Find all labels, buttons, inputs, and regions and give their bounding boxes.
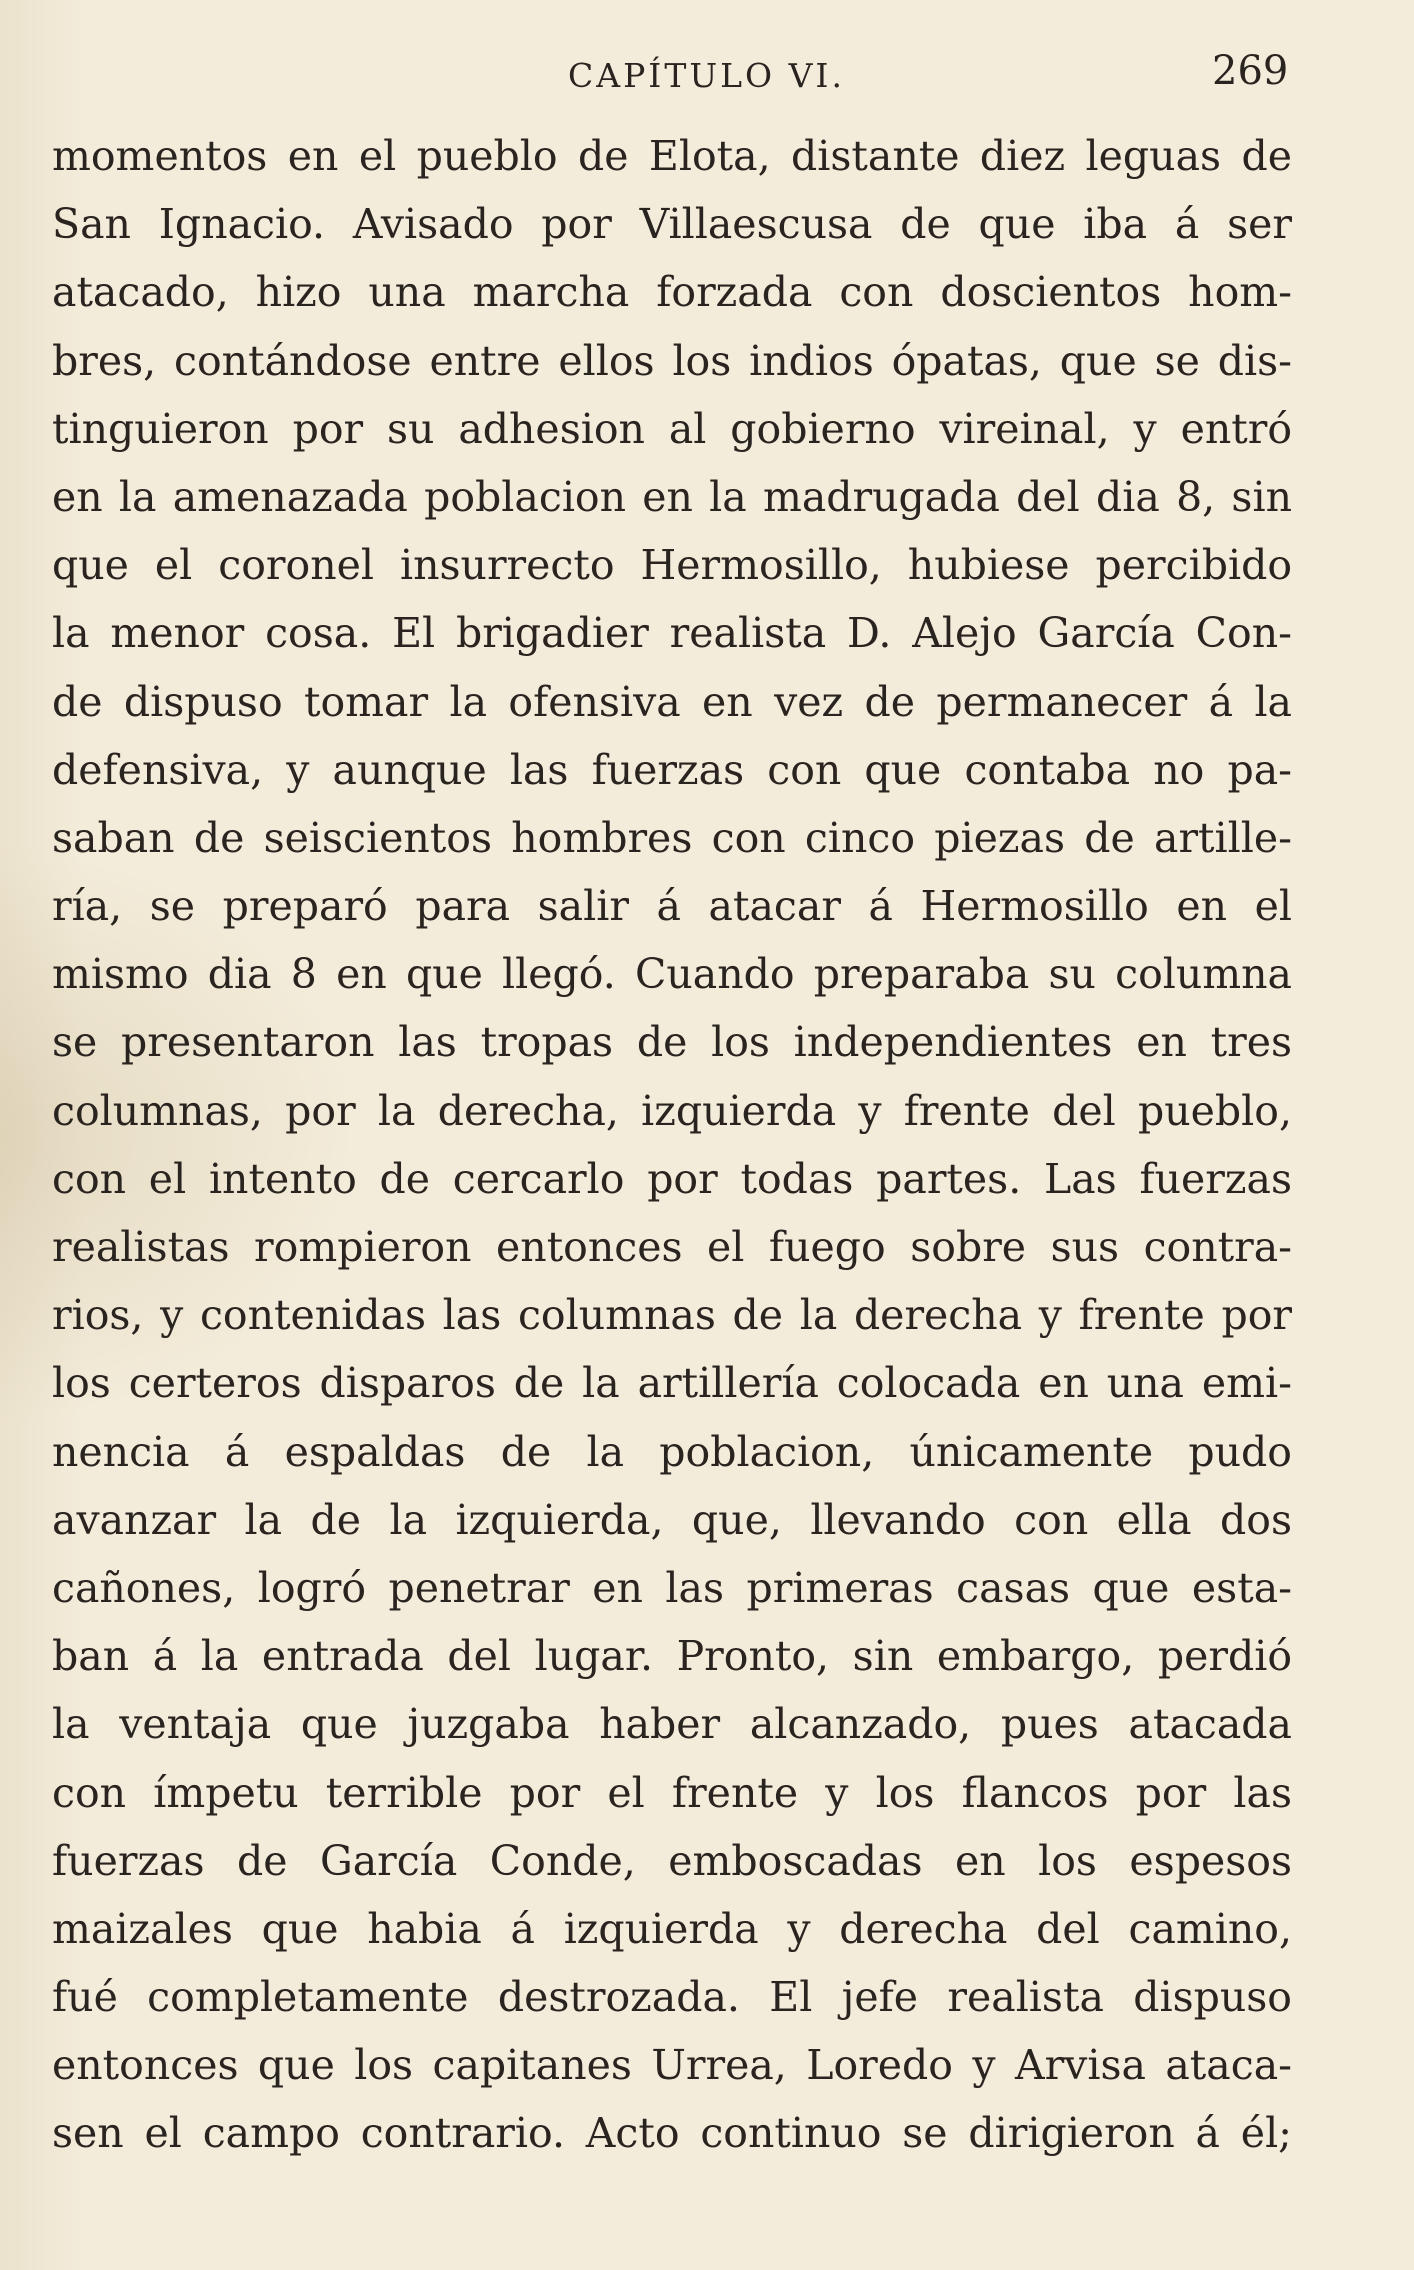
text-line: ban á la entrada del lugar. Pronto, sin embargo, perdió — [52, 1632, 1292, 1681]
text-line: tinguieron por su adhesion al gobierno vireinal, y entró — [52, 404, 1292, 453]
text-line: fué completamente destrozada. El jefe realista dispuso — [52, 1973, 1292, 2022]
text-line: la ventaja que juzgaba haber alcanzado, pues atacada — [52, 1700, 1292, 1749]
text-line: cañones, logró penetrar en las primeras casas que esta- — [52, 1563, 1292, 1612]
text-line: mismo dia 8 en que llegó. Cuando preparaba su columna — [52, 950, 1292, 999]
text-line: atacado, hizo una marcha forzada con doscientos hom- — [52, 268, 1292, 317]
text-line: entonces que los capitanes Urrea, Loredo y Arvisa ataca- — [52, 2041, 1292, 2090]
running-head: CAPÍTULO VI. — [568, 56, 845, 95]
text-line: defensiva, y aunque las fuerzas con que contaba no pa- — [52, 745, 1292, 794]
text-line: San Ignacio. Avisado por Villaescusa de que iba á ser — [52, 200, 1292, 249]
page-number: 269 — [1212, 48, 1289, 94]
text-line: bres, contándose entre ellos los indios ópatas, que se dis- — [52, 336, 1292, 385]
text-line: ría, se preparó para salir á atacar á Hermosillo en el — [52, 882, 1292, 931]
text-line: que el coronel insurrecto Hermosillo, hubiese percibido — [52, 541, 1292, 590]
text-line: columnas, por la derecha, izquierda y frente del pueblo, — [52, 1086, 1292, 1135]
text-line: con el intento de cercarlo por todas partes. Las fuerzas — [52, 1154, 1292, 1203]
text-line: saban de seiscientos hombres con cinco piezas de artille- — [52, 813, 1292, 862]
text-line: momentos en el pueblo de Elota, distante diez leguas de — [52, 132, 1292, 180]
text-line: en la amenazada poblacion en la madrugada del dia 8, sin — [52, 472, 1292, 521]
text-line: de dispuso tomar la ofensiva en vez de permanecer á la — [52, 677, 1292, 726]
body-text — [52, 122, 1292, 2168]
text-line: la menor cosa. El brigadier realista D. Alejo García Con- — [52, 609, 1292, 658]
text-line: los certeros disparos de la artillería colocada en una emi- — [52, 1359, 1292, 1408]
page-header — [0, 48, 1414, 108]
text-line: se presentaron las tropas de los independientes en tres — [52, 1018, 1292, 1067]
text-line: sen el campo contrario. Acto continuo se dirigieron á él; — [52, 2109, 1292, 2158]
text-line: avanzar la de la izquierda, que, llevando con ella dos — [52, 1495, 1292, 1544]
text-line: nencia á espaldas de la poblacion, únicamente pudo — [52, 1427, 1292, 1476]
text-line: realistas rompieron entonces el fuego sobre sus contra- — [52, 1223, 1292, 1271]
text-line: con ímpetu terrible por el frente y los flancos por las — [52, 1768, 1292, 1817]
text-line: fuerzas de García Conde, emboscadas en los espesos — [52, 1836, 1292, 1885]
text-line: maizales que habia á izquierda y derecha del camino, — [52, 1904, 1292, 1953]
text-line: rios, y contenidas las columnas de la derecha y frente por — [52, 1291, 1292, 1340]
